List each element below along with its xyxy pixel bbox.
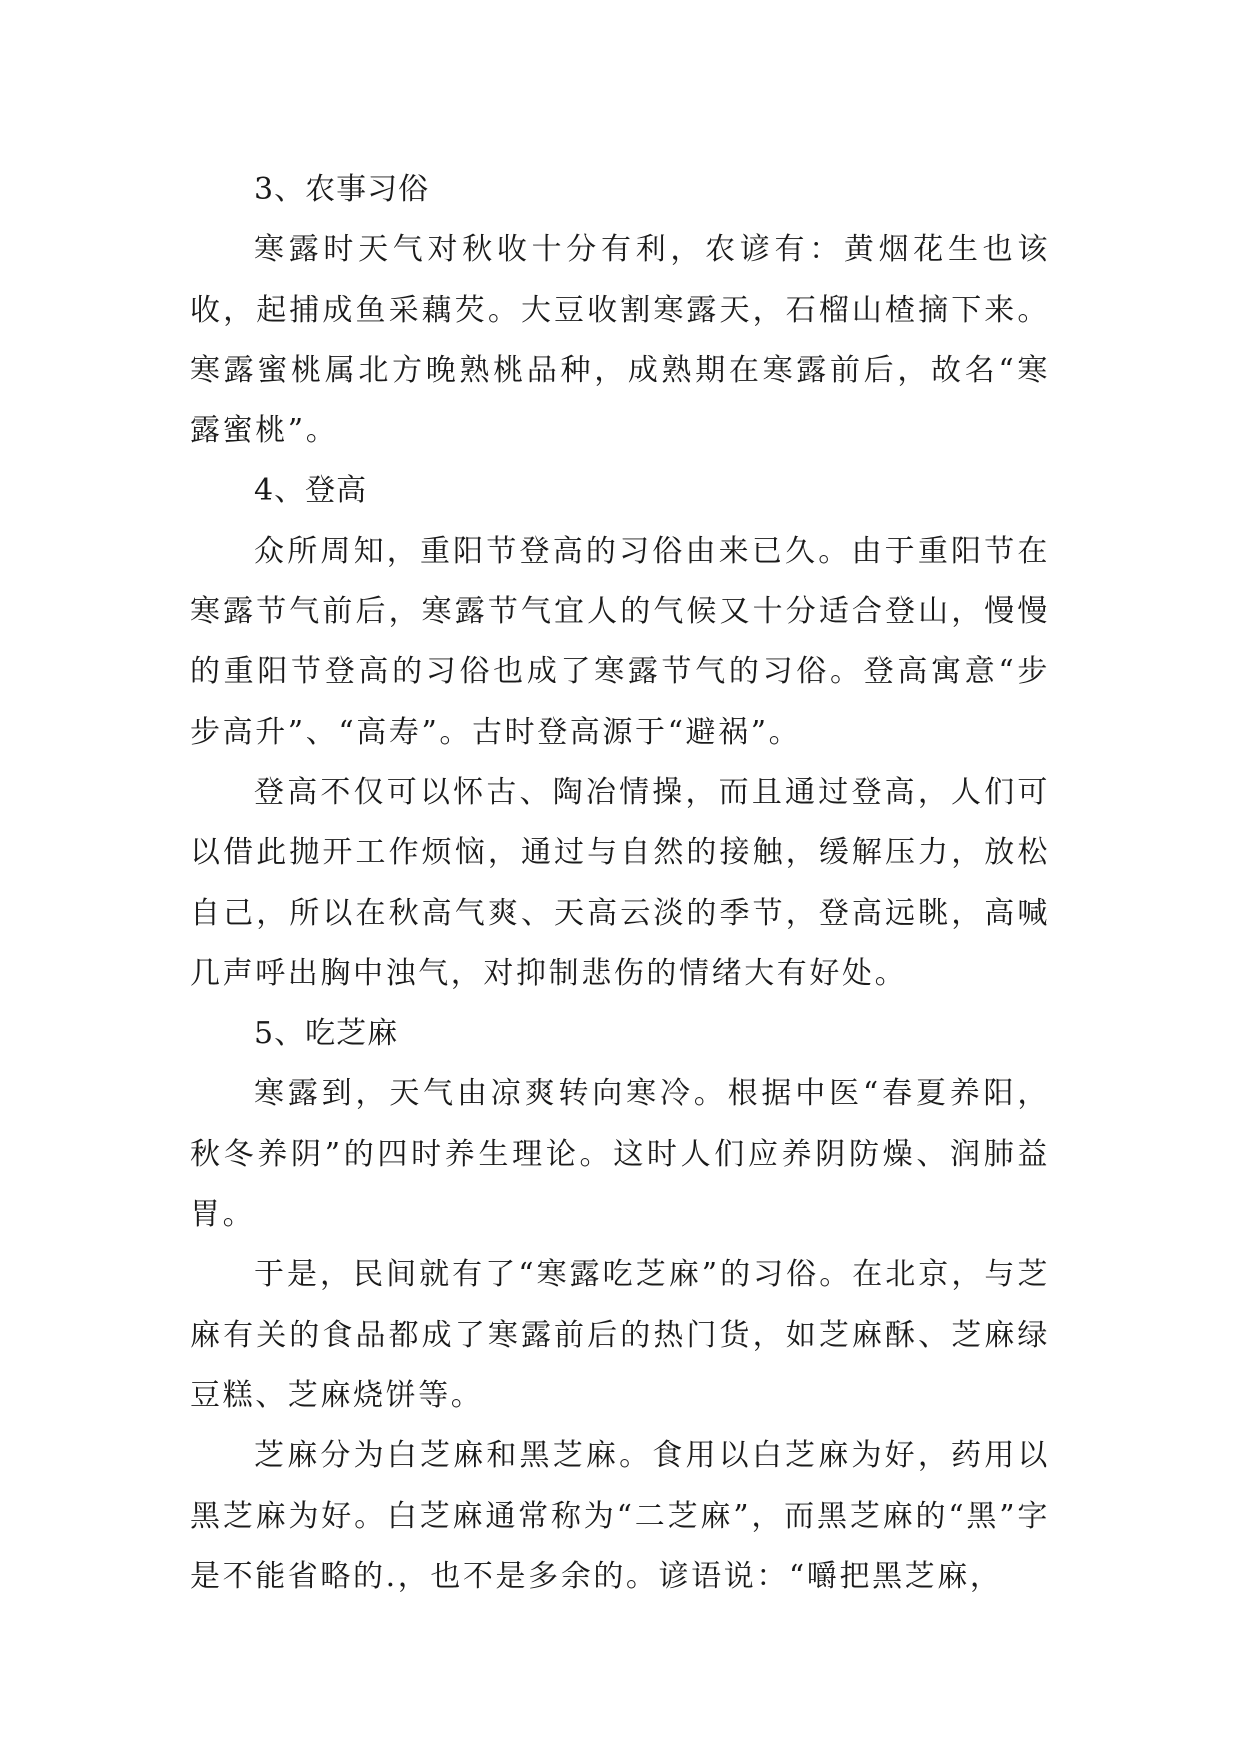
paragraph-tcm-theory: 寒露到，天气由凉爽转向寒冷。根据中医“春夏养阳，秋冬养阴”的四时养生理论。这时人们应养阴防燥、润肺益胃。 (190, 1076, 1050, 1233)
paragraph-farming-proverbs: 寒露时天气对秋收十分有利，农谚有：黄烟花生也该收，起捕成鱼采藕芡。大豆收割寒露天，石榴山楂摘下来。寒露蜜桃属北方晚熟桃品种，成熟期在寒露前后，故名“寒露蜜桃”。 (190, 232, 1050, 449)
section-heading-sesame: 5、吃芝麻 (254, 1016, 399, 1052)
section-heading-farming-customs: 3、农事习俗 (254, 172, 430, 207)
section-heading-climbing: 4、登高 (254, 473, 368, 509)
paragraph-sesame-types: 芝麻分为白芝麻和黑芝麻。食用以白芝麻为好，药用以黑芝麻为好。白芝麻通常称为“二芝麻”，而黑芝麻的“黑”字是不能省略的.，也不是多余的。谚语说：“嚼把黑芝麻， (190, 1438, 1050, 1594)
document-body (190, 160, 1050, 1607)
paragraph-climbing-benefits: 登高不仅可以怀古、陶冶情操，而且通过登高，人们可以借此抛开工作烦恼，通过与自然的接触，缓解压力，放松自己，所以在秋高气爽、天高云淡的季节，登高远眺，高喊几声呼出胸中浊气，对抑制悲伤的情绪大有好处。 (190, 774, 1050, 991)
paragraph-chongyang-climbing: 众所周知，重阳节登高的习俗由来已久。由于重阳节在寒露节气前后，寒露节气宜人的气候又十分适合登山，慢慢的重阳节登高的习俗也成了寒露节气的习俗。登高寓意“步步高升”、“高寿”。古时登高源于“避祸”。 (190, 533, 1050, 750)
paragraph-sesame-custom: 于是，民间就有了“寒露吃芝麻”的习俗。在北京，与芝麻有关的食品都成了寒露前后的热门货，如芝麻酥、芝麻绿豆糕、芝麻烧饼等。 (190, 1257, 1050, 1413)
